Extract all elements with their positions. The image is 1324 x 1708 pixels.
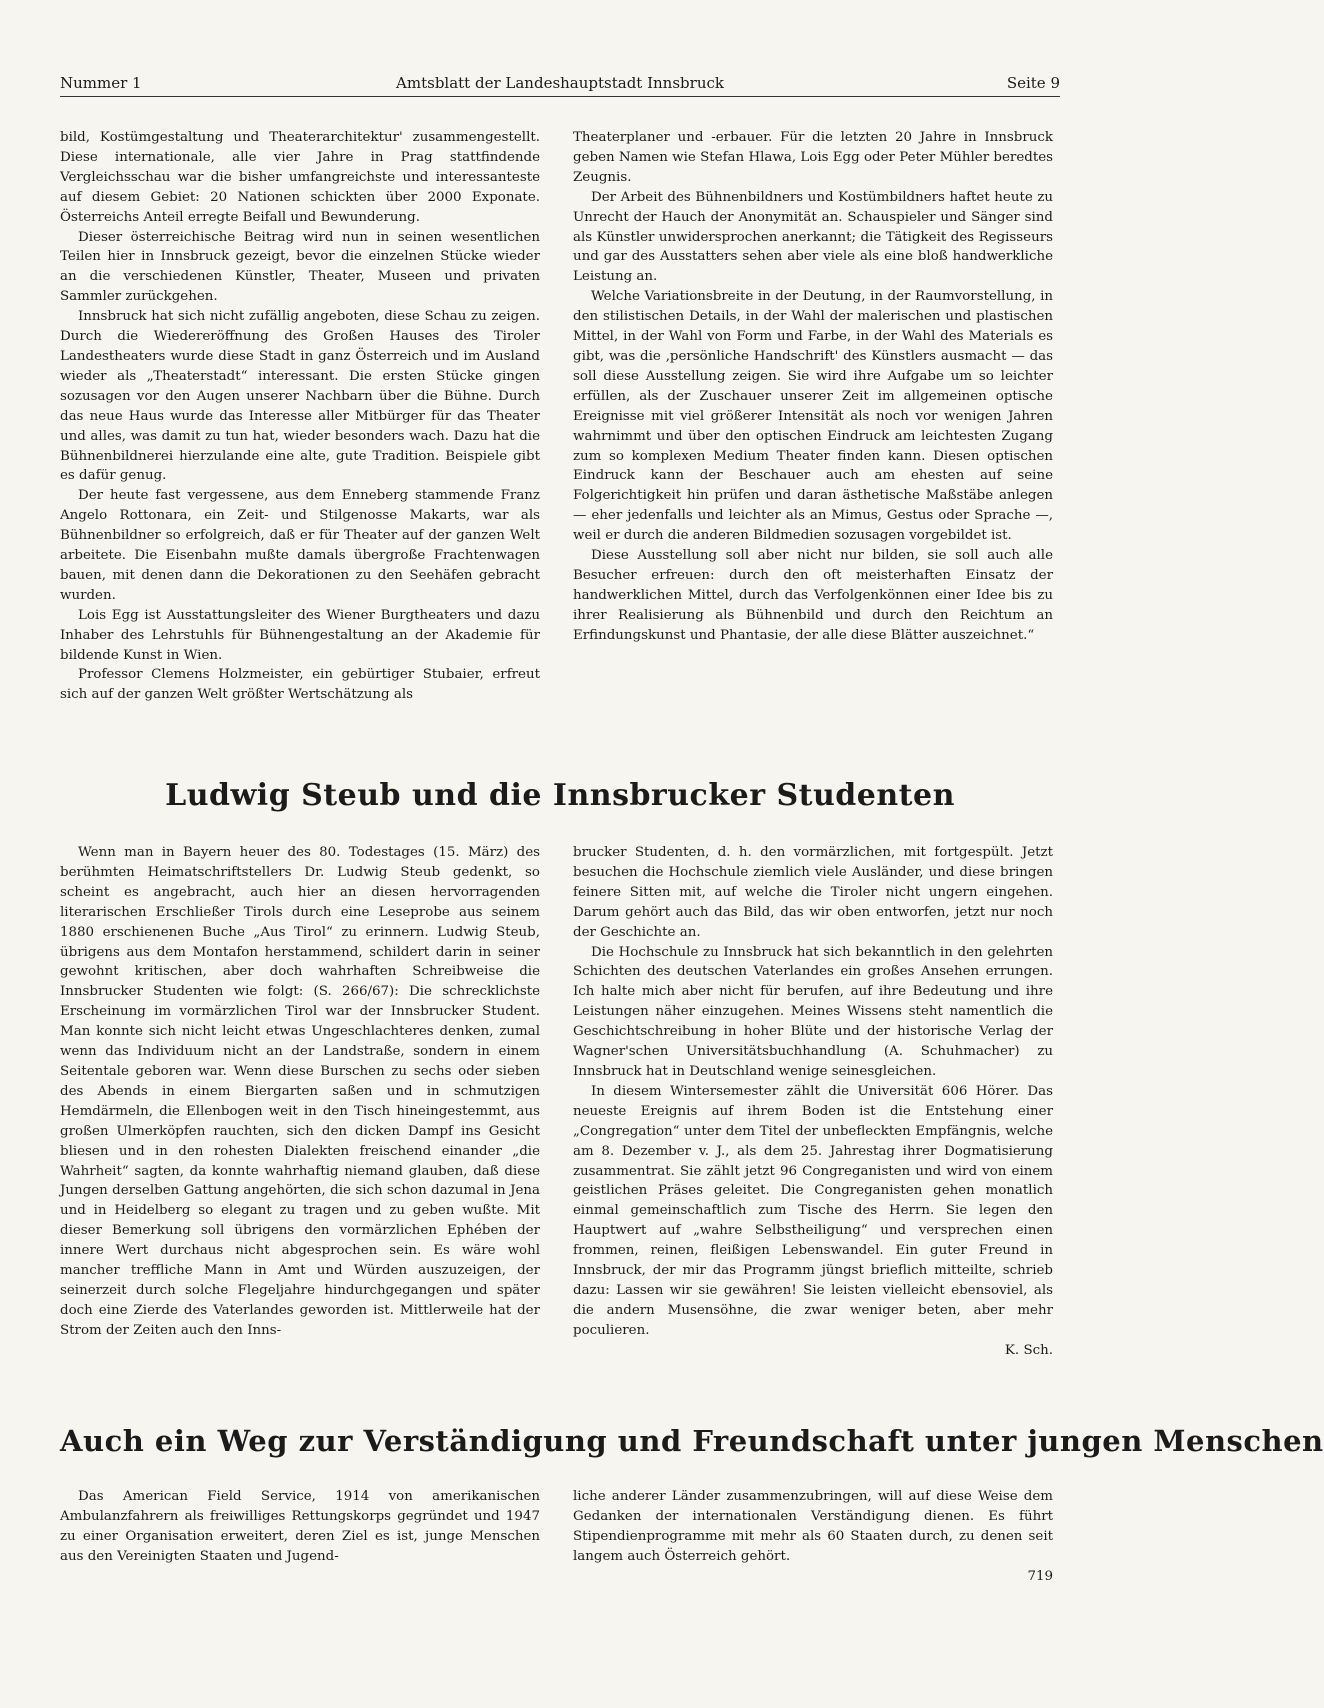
paragraph: Innsbruck hat sich nicht zufällig angeboten, diese Schau zu zeigen. Durch die Wiedereröffnung des Großen Hauses des Tiroler Landestheaters wurde diese Stadt in ganz Österreich und im Ausland wieder als „Theaterstadt“ interessant. Die ersten Stücke gingen sozusagen vor den Augen unserer Nachbarn über die Bühne. Durch das neue Haus wurde das Interesse aller Mitbürger für das Theater und alles, was damit zu tun hat, wieder besonders wach. Dazu hat die Bühnenbildnerei hierzulande eine alte, gute Tradition. Beispiele gibt es dafür genug.: [60, 309, 540, 484]
footer-page-number: 719: [1027, 1568, 1053, 1584]
paragraph: In diesem Wintersemester zählt die Universität 606 Hörer. Das neueste Ereignis auf ihrem Boden ist die Entstehung einer „Congregation“ unter dem Titel der unbefleckten Empfängnis, welche am 8. Dezember v. J., als dem 25. Jahrestag ihrer Dogmatisierung zusammentrat. Sie zählt jetzt 96 Congreganisten und wird von einem geistlichen Präses geleitet. Die Congreganisten gehen monatlich einmal gemeinschaftlich zum Tische des Herrn. Sie legen den Hauptwert auf „wahre Selbstheiligung“ und versprechen einen frommen, reinen, fleißigen Lebenswandel. Ein guter Freund in Innsbruck, der mir das Programm jüngst brieflich mitteilte, schrieb dazu: Lassen wir sie gewähren! Sie leisten vielleicht ebensoviel, als die andern Musensöhne, die zwar weniger beten, aber mehr poculieren.: [573, 1083, 1053, 1338]
paragraph: Lois Egg ist Ausstattungsleiter des Wiener Burgtheaters und dazu Inhaber des Lehrstuhls für Bühnengestaltung an der Akademie für bildende Kunst in Wien.: [60, 607, 540, 663]
article2-column-right: [573, 843, 1053, 1361]
article1-column-right: [573, 128, 1053, 646]
page-number: Seite 9: [1006, 74, 1060, 92]
article-heading-field-service: Auch ein Weg zur Verständigung und Freundschaft unter jungen Menschen: [60, 1424, 1324, 1458]
paragraph: brucker Studenten, d. h. den vormärzlichen, mit fortgespült. Jetzt besuchen die Hochschule ziemlich viele Ausländer, und diese bringen feinere Sitten mit, auf welche die Tiroler nicht ungern eingehen. Darum gehört auch das Bild, das wir oben entworfen, jetzt nur noch der Geschichte an.: [573, 845, 1053, 940]
article1-column-left: [60, 128, 540, 705]
article3-column-right: [573, 1487, 1053, 1587]
paragraph: liche anderer Länder zusammenzubringen, will auf diese Weise dem Gedanken der internationalen Verständigung dienen. Es führt Stipendienprogramme mit mehr als 60 Staaten durch, zu denen seit langem auch Österreich gehört.: [573, 1489, 1053, 1564]
paragraph: Wenn man in Bayern heuer des 80. Todestages (15. März) des berühmten Heimatschriftstellers Dr. Ludwig Steub gedenkt, so scheint es angebracht, auch hier an diesen hervorragenden literarischen Erschließer Tirols durch eine Leseprobe aus seinem 1880 erschienenen Buche „Aus Tirol“ zu erinnern. Ludwig Steub, übrigens aus dem Montafon herstammend, schildert darin in seiner gewohnt kritischen, aber doch wahrhaften Schreibweise die Innsbrucker Studenten wie folgt: (S. 266/67): Die schrecklichste Erscheinung im vormärzlichen Tirol war der Innsbrucker Student. Man konnte sich nicht leicht etwas Ungeschlachteres denken, zumal wenn das Individuum nicht an der Landstraße, sondern in einem Seitentale geboren war. Wenn diese Burschen zu sechs oder sieben des Abends in einem Biergarten saßen und in schmutzigen Hemdärmeln, die Ellenbogen weit in den Tisch hineingestemmt, aus großen Ulmerköpfen rauchten, sich den dicken Dampf ins Gesicht bliesen und in den rohesten Dialekten freischend einander „die Wahrheit“ sagten, da konnte wahrhaftig niemand glauben, daß diese Jungen derselben Gattung angehörten, die sich schon dazumal in Jena und in Heidelberg so elegant zu tragen und zu geben wußte. Mit dieser Bemerkung soll übrigens den vormärzlichen Ephében der innere Wert durchaus nicht abgesprochen sein. Es wäre wohl mancher treffliche Mann in Amt und Würden auszuzeigen, der seinerzeit durch solche Flegeljahre hindurchgegangen und später doch eine Zierde des Vaterlandes geworden ist. Mittlerweile hat der Strom der Zeiten auch den Inns-: [60, 845, 540, 1338]
author-signature: K. Sch.: [1004, 1342, 1053, 1358]
issue-number: Nummer 1: [60, 74, 142, 92]
paragraph: Dieser österreichische Beitrag wird nun in seinen wesentlichen Teilen hier in Innsbruck gezeigt, bevor die einzelnen Stücke wieder an die verschiedenen Künstler, Theater, Museen und privaten Sammler zurückgehen.: [60, 229, 540, 305]
article2-column-left: [60, 843, 540, 1341]
paragraph: Der heute fast vergessene, aus dem Enneberg stammende Franz Angelo Rottonara, ein Zeit- und Stilgenosse Makarts, war als Bühnenbildner so erfolgreich, daß er für Theater auf der ganzen Welt arbeitete. Die Eisenbahn mußte damals übergroße Frachtenwagen bauen, mit denen dann die Dekorationen zu den Seehäfen gebracht wurden.: [60, 488, 540, 603]
paragraph: Professor Clemens Holzmeister, ein gebürtiger Stubaier, erfreut sich auf der ganzen Welt größter Wertschätzung als: [60, 667, 540, 703]
article-heading-steub: Ludwig Steub und die Innsbrucker Studenten: [165, 778, 955, 813]
paragraph: Die Hochschule zu Innsbruck hat sich bekanntlich in den gelehrten Schichten des deutschen Vaterlandes ein großes Ansehen errungen. Ich halte mich aber nicht für berufen, auf ihre Bedeutung und ihre Leistungen näher einzugehen. Meines Wissens steht namentlich die Geschichtschreibung in hoher Blüte und der historische Verlag der Wagner'schen Universitätsbuchhandlung (A. Schuhmacher) zu Innsbruck hat in Deutschland wenige seinesgleichen.: [573, 944, 1053, 1079]
page-header: [60, 70, 1060, 97]
paragraph: Theaterplaner und -erbauer. Für die letzten 20 Jahre in Innsbruck geben Namen wie Stefan Hlawa, Lois Egg oder Peter Mühler beredtes Zeugnis.: [573, 130, 1053, 185]
paragraph: Das American Field Service, 1914 von amerikanischen Ambulanzfahrern als freiwilliges Rettungskorps gegründet und 1947 zu einer Organisation erweitert, deren Ziel es ist, junge Menschen aus den Vereinigten Staaten und Jugend-: [60, 1489, 540, 1564]
article3-column-left: [60, 1487, 540, 1567]
paragraph: Welche Variationsbreite in der Deutung, in der Raumvorstellung, in den stilistischen Details, in der Wahl der malerischen und plastischen Mittel, in der Wahl von Form und Farbe, in der Wahl des Materials es gibt, was die ‚persönliche Handschrift' des Künstlers ausmacht — das soll diese Ausstellung zeigen. Sie wird ihre Aufgabe um so leichter erfüllen, als der Zuschauer unserer Zeit im allgemeinen optische Ereignisse mit viel größerer Intensität als noch vor wenigen Jahren wahrnimmt und über den optischen Eindruck am leichtesten Zugang zum so komplexen Medium Theater finden kann. Diesen optischen Eindruck kann der Beschauer auch am ehesten auf seine Folgerichtigkeit hin prüfen und daran ästhetische Maßstäbe anlegen — eher jedenfalls und leichter als an Mimus, Gestus oder Sprache —, weil er durch die anderen Bildmedien sozusagen vorgebildet ist.: [573, 289, 1053, 544]
paragraph: Diese Ausstellung soll aber nicht nur bilden, sie soll auch alle Besucher erfreuen: durch den oft meisterhaften Einsatz der handwerklichen Mittel, durch das Verfolgenkönnen einer Idee bis zu ihrer Realisierung als Bühnenbild und durch den Reichtum an Erfindungskunst und Phantasie, der alle diese Blätter auszeichnet.“: [573, 548, 1053, 643]
publication-title: Amtsblatt der Landeshauptstadt Innsbruck: [396, 74, 724, 92]
paragraph: Der Arbeit des Bühnenbildners und Kostümbildners haftet heute zu Unrecht der Hauch der Anonymität an. Schauspieler und Sänger sind als Künstler unwidersprochen anerkannt; die Tätigkeit des Regisseurs und gar des Ausstatters sehen aber viele als eine bloß handwerkliche Leistung an.: [573, 189, 1053, 285]
paragraph: bild, Kostümgestaltung und Theaterarchitektur' zusammengestellt. Diese internationale, alle vier Jahre in Prag stattfindende Vergleichsschau war die bisher umfangreichste und interessanteste auf diesem Gebiet: 20 Nationen schickten über 2000 Exponate. Österreichs Anteil erregte Beifall und Bewunderung.: [60, 130, 540, 225]
